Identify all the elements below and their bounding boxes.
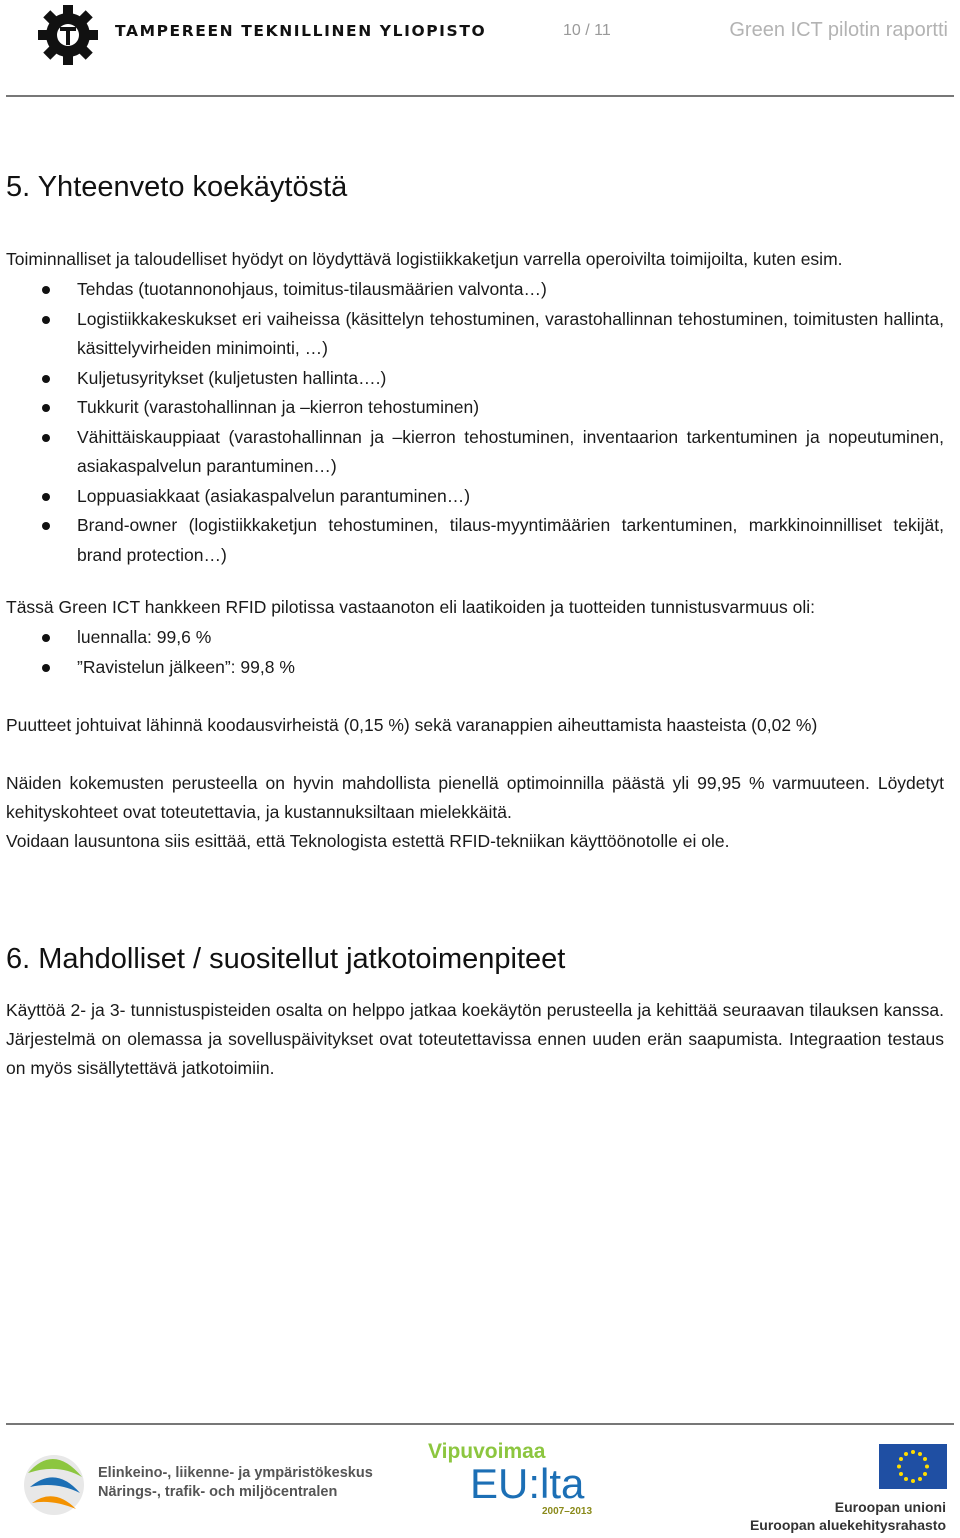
document-title: Green ICT pilotin raportti	[729, 19, 948, 41]
page-number: 10 / 11	[563, 22, 611, 39]
page-footer	[0, 1415, 960, 1538]
statement-paragraph: Voidaan lausuntona siis esittää, että Teknologista estettä RFID-tekniikan käyttöönotolle ei ole.	[6, 831, 730, 851]
section-6-body: Käyttöä 2- ja 3- tunnistuspisteiden osalta on helppo jatkaa koekäytön perusteella ja kehittää seuraavan tilauksen kanssa. Järjestelmä on olemassa ja sovelluspäivitykset ovat toteutettavissa ennen uuden erän saapumista. Integraation testaus on myös sisällytettävä jatkotoimiin.	[6, 1000, 944, 1078]
shortcomings-paragraph: Puutteet johtuivat lähinnä koodausvirheistä (0,15 %) sekä varanappien aiheuttamista haasteista (0,02 %)	[6, 715, 818, 735]
university-name: TAMPEREEN TEKNILLINEN YLIOPISTO	[115, 22, 487, 40]
list-item: ”Ravistelun jälkeen”: 99,8 %	[6, 653, 944, 683]
bullet-icon	[42, 493, 50, 501]
section-5-heading: 5. Yhteenveto koekäytöstä	[6, 171, 348, 203]
rfid-results-list	[6, 623, 944, 682]
program-years: 2007–2013	[542, 1506, 593, 1517]
list-item: luennalla: 99,6 %	[6, 623, 944, 653]
eu-flag-icon	[879, 1444, 947, 1489]
header-divider	[6, 95, 954, 97]
list-item: Tehdas (tuotannonohjaus, toimitus-tilausmäärien valvonta…)	[6, 275, 944, 305]
page-content	[6, 166, 944, 1083]
list-item: Loppuasiakkaat (asiakaspalvelun parantuminen…)	[6, 482, 944, 512]
list-item: Logistiikkakeskukset eri vaiheissa (käsittelyn tehostuminen, varastohallinnan tehostuminen, toimitusten hallinta, käsittelyvirheiden minimointi, …)	[6, 305, 944, 364]
section-5-intro: Toiminnalliset ja taloudelliset hyödyt on löydyttävä logistiikkaketjun varrella operoivilta toimijoilta, kuten esim.	[6, 249, 843, 269]
bullet-icon	[42, 522, 50, 530]
tut-gear-logo-icon	[36, 3, 100, 67]
bullet-icon	[42, 434, 50, 442]
ely-centre-logo-icon	[18, 1443, 88, 1533]
eu-fund-text: Euroopan aluekehitysrahasto	[749, 1517, 946, 1533]
ely-name-finnish: Elinkeino-, liikenne- ja ympäristökeskus	[98, 1465, 373, 1481]
list-item: Tukkurit (varastohallinnan ja –kierron tehostuminen)	[6, 393, 944, 423]
bullet-icon	[42, 286, 50, 294]
list-item: Brand-owner (logistiikkaketjun tehostuminen, tilaus-myyntimäärien tarkentuminen, markkinoinnilliset tekijät, brand protection…)	[6, 511, 944, 570]
bullet-icon	[42, 664, 50, 672]
ely-name-swedish: Närings-, trafik- och miljöcentralen	[98, 1484, 338, 1500]
footer-divider	[6, 1423, 954, 1425]
rfid-intro: Tässä Green ICT hankkeen RFID pilotissa vastaanoton eli laatikoiden ja tuotteiden tunnistusvarmuus oli:	[6, 597, 815, 617]
bullet-icon	[42, 375, 50, 383]
bullet-icon	[42, 316, 50, 324]
bullet-icon	[42, 404, 50, 412]
vipuvoimaa-logo-text: Vipuvoimaa	[428, 1440, 546, 1463]
list-item: Kuljetusyritykset (kuljetusten hallinta….)	[6, 364, 944, 394]
eu-union-text: Euroopan unioni	[834, 1499, 946, 1515]
list-item: Vähittäiskauppiaat (varastohallinnan ja –kierron tehostuminen, inventaarion tarkentuminen ja nopeutuminen, asiakaspalvelun parantuminen…)	[6, 423, 944, 482]
conclusion-paragraph: Näiden kokemusten perusteella on hyvin mahdollista pienellä optimoinnilla päästä yli 99,95 % varmuuteen. Löydetyt kehityskohteet ovat toteutettavia, ja kustannuksiltaan mielekkäitä.	[6, 773, 944, 822]
bullet-icon	[42, 634, 50, 642]
section-6-heading: 6. Mahdolliset / suositellut jatkotoimenpiteet	[6, 943, 566, 975]
eu-lta-logo-text: EU:lta	[470, 1460, 585, 1507]
stakeholder-list	[6, 275, 944, 570]
page-header	[0, 0, 960, 100]
